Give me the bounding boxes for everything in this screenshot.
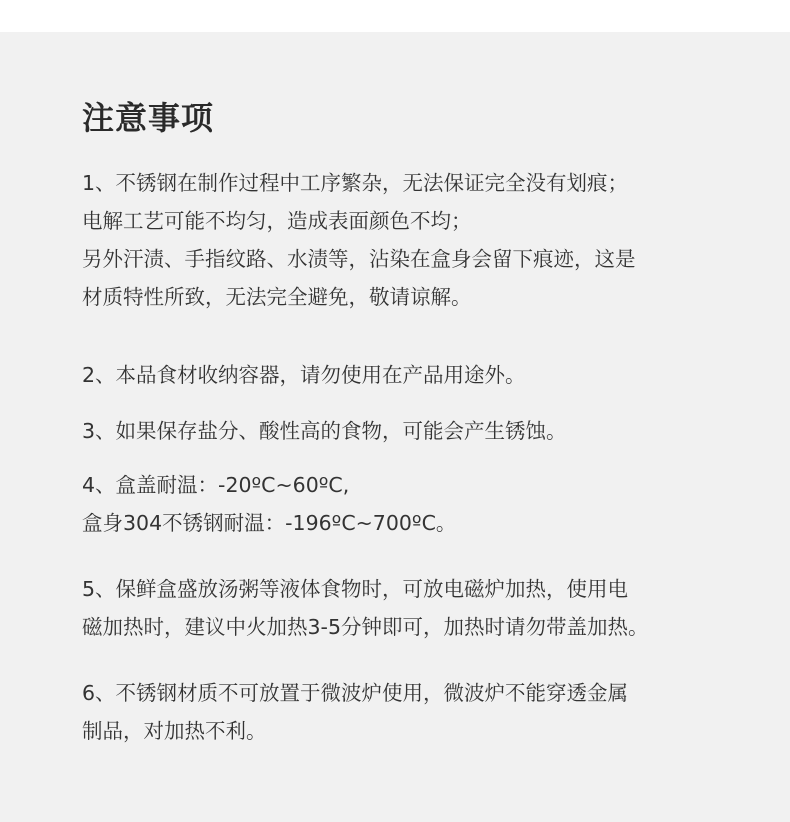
note-line: 2、本品食材收纳容器，请勿使用在产品用途外。 <box>82 363 526 387</box>
note-item-1 <box>82 164 722 316</box>
note-item-6 <box>82 674 722 750</box>
note-line: 4、盒盖耐温：-20ºC~60ºC, <box>82 473 350 497</box>
note-line: 电解工艺可能不均匀，造成表面颜色不均； <box>82 209 472 233</box>
note-line: 材质特性所致，无法完全避免，敬请谅解。 <box>82 285 472 309</box>
page-title: 注意事项 <box>82 99 215 137</box>
note-line: 盒身304不锈钢耐温：-196ºC~700ºC。 <box>82 511 457 535</box>
note-line: 制品，对加热不利。 <box>82 719 267 743</box>
note-line: 5、保鲜盒盛放汤粥等液体食物时，可放电磁炉加热，使用电 <box>82 577 629 601</box>
note-line: 6、不锈钢材质不可放置于微波炉使用，微波炉不能穿透金属 <box>82 681 629 705</box>
note-line: 另外汗渍、手指纹路、水渍等，沾染在盒身会留下痕迹，这是 <box>82 247 636 271</box>
note-line: 磁加热时，建议中火加热3-5分钟即可，加热时请勿带盖加热。 <box>82 615 649 639</box>
note-item-2 <box>82 356 722 394</box>
note-line: 1、不锈钢在制作过程中工序繁杂，无法保证完全没有划痕； <box>82 171 629 195</box>
note-item-4 <box>82 466 722 542</box>
note-item-3 <box>82 412 722 450</box>
note-line: 3、如果保存盐分、酸性高的食物，可能会产生锈蚀。 <box>82 419 567 443</box>
note-item-5 <box>82 570 722 646</box>
